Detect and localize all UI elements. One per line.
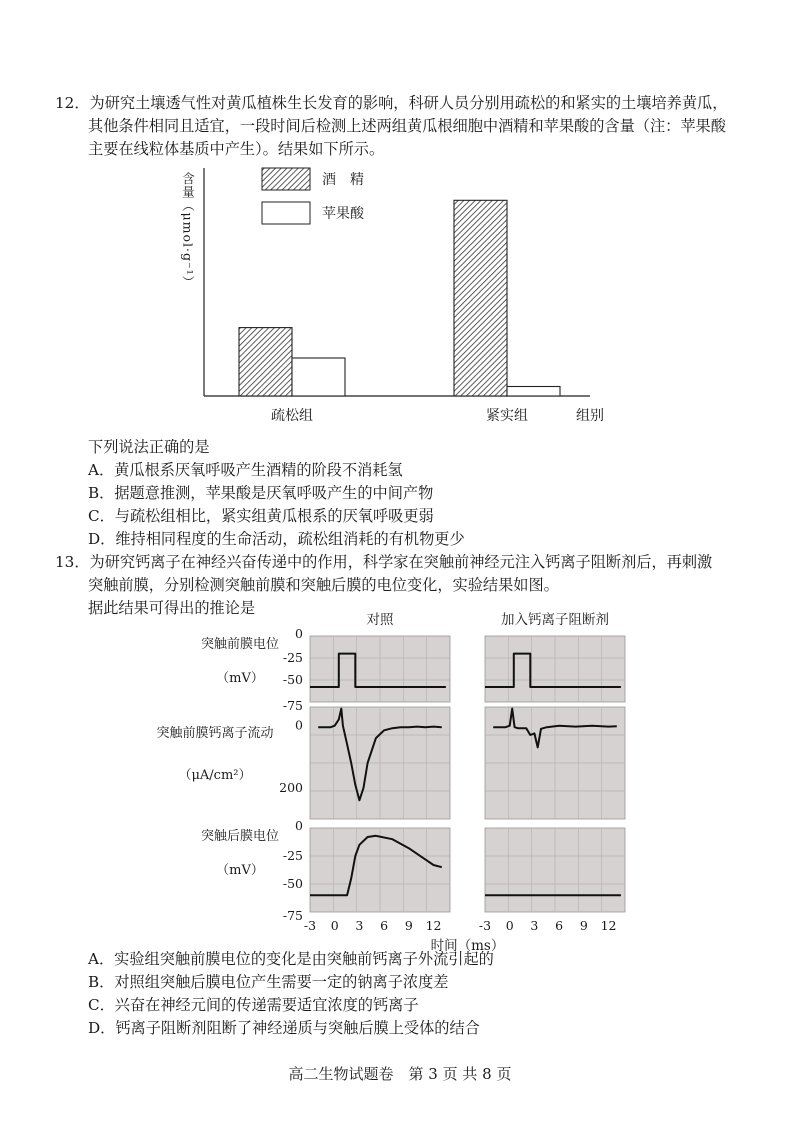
trace-ytick-2-0: 0	[295, 818, 303, 833]
trace-xtick-0-5: 12	[425, 918, 442, 933]
trace-row-label-0-1: （mV）	[216, 671, 264, 686]
trace-row-label-1-1: （μA/cm²）	[178, 768, 252, 783]
trace-xtick-1-1: 0	[505, 918, 514, 933]
trace-xtick-0-2: 3	[355, 918, 364, 933]
q13-option-a: A．实验组突触前膜电位的变化是由突触前钙离子外流引起的	[88, 950, 494, 968]
q13-option-c: C．兴奋在神经元间的传递需要适宜浓度的钙离子	[88, 996, 419, 1014]
trace-ytick-0-0: 0	[295, 626, 303, 641]
trace-ytick-1-1: 200	[279, 779, 303, 795]
trace-row-label-2-1: （mV）	[216, 863, 264, 878]
trace-ytick-0-2: -50	[282, 672, 303, 687]
trace-ytick-1-0: 0	[295, 717, 303, 733]
bar-chart-x-label: 组别	[576, 408, 604, 424]
q13-stem-line-2: 突触前膜，分别检测突触前膜和突触后膜的电位变化，实验结果如图。	[88, 576, 559, 594]
q13-stem-line-1: 13．为研究钙离子在神经兴奋传递中的作用，科学家在突触前神经元注入钙离子阻断剂后，再刺激	[55, 553, 713, 571]
trace-xtick-0-1: 0	[330, 918, 339, 933]
trace-row-label-1-0: 突触前膜钙离子流动	[156, 726, 274, 741]
q13-option-d: D．钙离子阻断剂阻断了神经递质与突触后膜上受体的结合	[88, 1019, 480, 1037]
q12-stem-line-1: 12．为研究土壤透气性对黄瓜植株生长发育的影响，科研人员分别用疏松的和紧实的土壤培养黄瓜，	[55, 94, 728, 112]
bar-0-0	[239, 328, 292, 396]
trace-row-label-0-0: 突触前膜电位	[200, 637, 280, 652]
legend-swatch-1	[262, 202, 310, 224]
trace-xtick-0-3: 6	[380, 918, 389, 933]
trace-xtick-1-0: -3	[478, 918, 492, 933]
q13-number: 13．	[55, 553, 90, 571]
q12-stem-line-2: 其他条件相同且适宜，一段时间后检测上述两组黄瓜根细胞中酒精和苹果酸的含量（注：苹果酸	[88, 117, 726, 135]
q12-option-b: B．据题意推测，苹果酸是厌氧呼吸产生的中间产物	[88, 484, 434, 502]
trace-ytick-2-1: -25	[282, 848, 303, 863]
trace-xtick-1-4: 9	[579, 918, 588, 933]
q12-prompt: 下列说法正确的是	[88, 438, 210, 456]
bar-1-1	[507, 387, 560, 397]
trace-chart	[130, 610, 650, 954]
legend-label-1: 苹果酸	[322, 206, 364, 222]
bar-1-0	[454, 200, 507, 396]
bar-chart-y-label: 含量（μmol·g⁻¹）	[180, 172, 196, 290]
trace-xtick-1-2: 3	[530, 918, 539, 933]
trace-x-label: 时间（ms）	[430, 938, 505, 954]
q13-stem-line-3: 据此结果可得出的推论是	[88, 599, 256, 617]
trace-row-label-2-0: 突触后膜电位	[200, 829, 280, 844]
bar-category-label-1: 紧实组	[486, 408, 528, 424]
trace-xtick-1-5: 12	[600, 918, 617, 933]
trace-column-title-0: 对照	[366, 612, 394, 628]
trace-xtick-1-3: 6	[555, 918, 564, 933]
q13-option-b: B．对照组突触后膜电位产生需要一定的钠离子浓度差	[88, 973, 449, 991]
q12-number: 12．	[55, 94, 90, 112]
bar-chart	[170, 160, 640, 430]
trace-ytick-2-3: -75	[282, 908, 303, 923]
trace-xtick-0-0: -3	[303, 918, 317, 933]
q12-option-c: C．与疏松组相比，紧实组黄瓜根系的厌氧呼吸更弱	[88, 507, 434, 525]
page-footer: 高二生物试题卷 第 3 页 共 8 页	[288, 1065, 512, 1083]
q12-option-d: D．维持相同程度的生命活动，疏松组消耗的有机物更少	[88, 530, 465, 548]
trace-column-title-1: 加入钙离子阻断剂	[501, 612, 609, 628]
q12-option-a: A．黄瓜根系厌氧呼吸产生酒精的阶段不消耗氢	[88, 461, 403, 479]
bar-category-label-0: 疏松组	[271, 408, 313, 424]
q12-stem-line-3: 主要在线粒体基质中产生）。结果如下所示。	[88, 140, 385, 158]
trace-ytick-0-3: -75	[282, 698, 303, 713]
legend-swatch-0	[262, 168, 310, 190]
bar-0-1	[292, 358, 345, 396]
trace-ytick-0-1: -25	[282, 650, 303, 665]
trace-ytick-2-2: -50	[282, 876, 303, 891]
legend-label-0: 酒 精	[322, 172, 364, 188]
trace-xtick-0-4: 9	[404, 918, 413, 933]
